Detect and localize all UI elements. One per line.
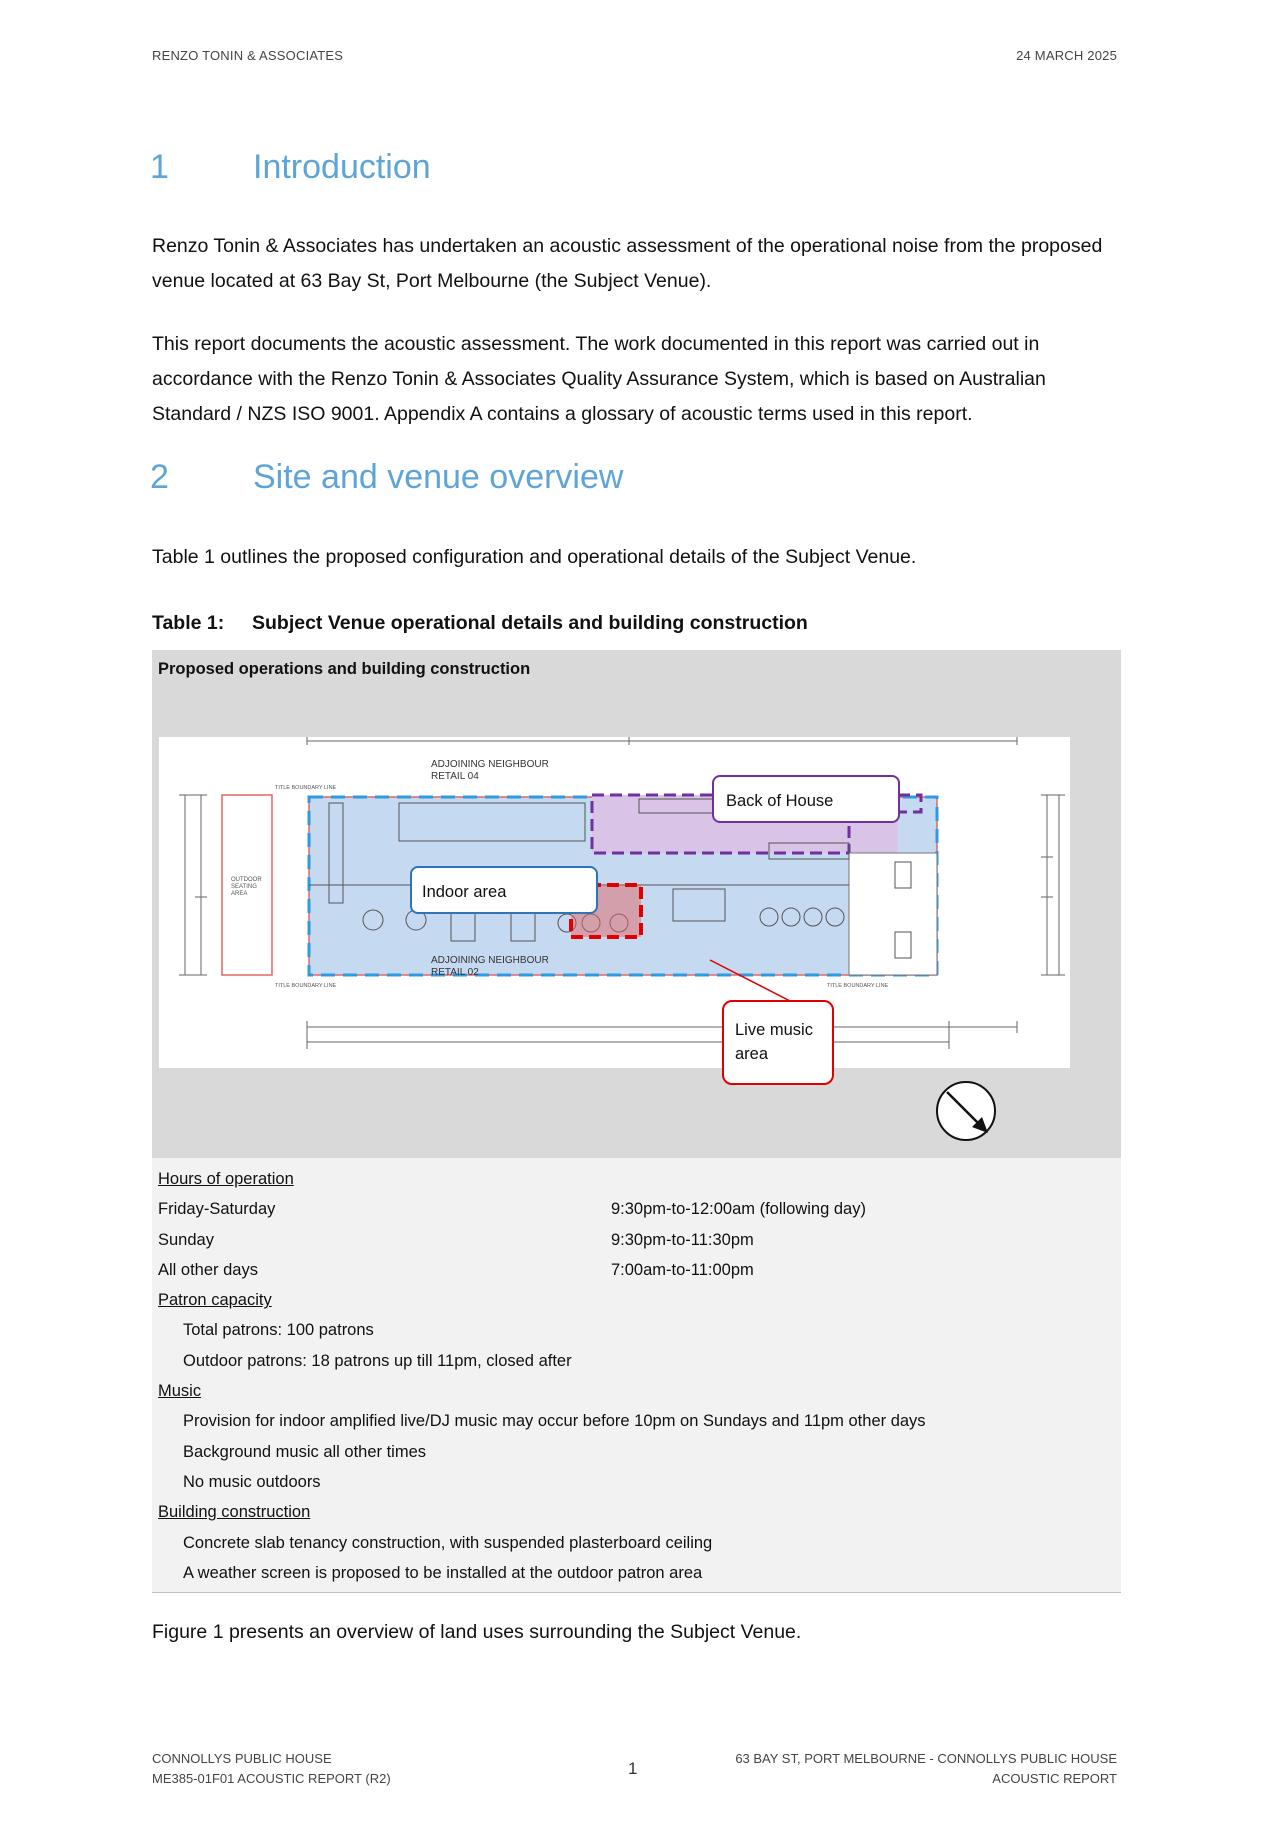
hours-row: Friday-Saturday 9:30pm-to-12:00am (following day)	[158, 1200, 866, 1219]
neighbour-top-line-2: RETAIL 04	[431, 771, 479, 782]
closing-paragraph: Figure 1 presents an overview of land uses surrounding the Subject Venue.	[152, 1621, 802, 1643]
capacity-heading: Patron capacity	[158, 1291, 272, 1310]
music-item: No music outdoors	[183, 1472, 321, 1491]
table-body-cell	[152, 1158, 1121, 1593]
intro-paragraph-2: This report documents the acoustic assessment. The work documented in this report was carried out in accordance with the Renzo Tonin & Associates Quality Assurance System, which is based on Australian Standard / NZS ISO 9001. Appendix A contains a glossary of acoustic terms used in this report.	[152, 333, 1046, 425]
footer-right	[735, 1749, 1117, 1789]
footer-left	[152, 1749, 391, 1789]
overview-paragraph: Table 1 outlines the proposed configuration and operational details of the Subject Venue.	[152, 546, 917, 568]
table-label: Table 1:	[152, 612, 225, 634]
footer-project: CONNOLLYS PUBLIC HOUSE	[152, 1751, 332, 1766]
intro-paragraph-1: Renzo Tonin & Associates has undertaken an acoustic assessment of the operational noise from the proposed venue located at 63 Bay St, Port Melbourne (the Subject Venue).	[152, 235, 1103, 292]
neighbour-bottom-line-1: ADJOINING NEIGHBOUR	[431, 955, 549, 966]
callout-indoor-area: Indoor area	[422, 883, 507, 901]
north-arrow-icon	[937, 1082, 995, 1140]
section-2-heading	[150, 458, 623, 497]
footer-report-id: ME385-01F01 ACOUSTIC REPORT (R2)	[152, 1771, 391, 1786]
hours-row: Sunday 9:30pm-to-11:30pm	[158, 1230, 754, 1249]
section-2-title: Site and venue overview	[253, 458, 624, 496]
outdoor-label-1: OUTDOOR	[231, 877, 262, 883]
boundary-label-bottom-left: TITLE BOUNDARY LINE	[275, 983, 337, 989]
section-1-title: Introduction	[253, 148, 431, 186]
music-item: Background music all other times	[183, 1442, 427, 1461]
music-item: Provision for indoor amplified live/DJ music may occur before 10pm on Sundays and 11pm other days	[183, 1412, 926, 1431]
music-heading: Music	[158, 1382, 202, 1401]
header-company: RENZO TONIN & ASSOCIATES	[152, 48, 344, 63]
footer-address: 63 BAY ST, PORT MELBOURNE - CONNOLLYS PUBLIC HOUSE	[735, 1751, 1117, 1766]
construction-item: A weather screen is proposed to be installed at the outdoor patron area	[183, 1563, 703, 1582]
construction-item: Concrete slab tenancy construction, with suspended plasterboard ceiling	[183, 1533, 713, 1552]
table-caption	[152, 612, 808, 635]
table-header-title: Proposed operations and building construction	[158, 660, 531, 678]
capacity-item: Total patrons: 100 patrons	[183, 1321, 374, 1340]
neighbour-bottom-line-2: RETAIL 02	[431, 967, 479, 978]
construction-heading: Building construction	[158, 1503, 311, 1522]
table-caption-text: Subject Venue operational details and building construction	[252, 612, 808, 634]
outdoor-label-2: SEATING	[231, 884, 257, 890]
section-2-number: 2	[150, 458, 169, 496]
callout-live-music-line-2: area	[735, 1045, 769, 1063]
callout-live-music-box	[723, 1001, 833, 1084]
live-music-leader-line	[710, 960, 792, 1002]
plan-callouts	[152, 650, 1121, 1158]
footer-report-type: ACOUSTIC REPORT	[992, 1771, 1117, 1786]
hours-row: All other days 7:00am-to-11:00pm	[158, 1260, 754, 1279]
hours-heading: Hours of operation	[158, 1170, 294, 1188]
section-1-number: 1	[150, 148, 169, 186]
table-header-cell	[152, 650, 1121, 1158]
header-date: 24 MARCH 2025	[1016, 48, 1117, 63]
callout-back-of-house: Back of House	[726, 792, 834, 810]
neighbour-top-line-1: ADJOINING NEIGHBOUR	[431, 759, 549, 770]
page-number: 1	[628, 1759, 638, 1778]
boundary-label-top-left: TITLE BOUNDARY LINE	[275, 785, 337, 791]
outdoor-label-3: AREA	[231, 891, 248, 897]
operations-table	[152, 650, 1121, 1593]
callout-live-music-line-1: Live music	[735, 1021, 813, 1039]
section-1-heading	[150, 148, 431, 187]
boundary-label-bottom-right: TITLE BOUNDARY LINE	[827, 983, 889, 989]
capacity-item: Outdoor patrons: 18 patrons up till 11pm, closed after	[183, 1351, 572, 1370]
